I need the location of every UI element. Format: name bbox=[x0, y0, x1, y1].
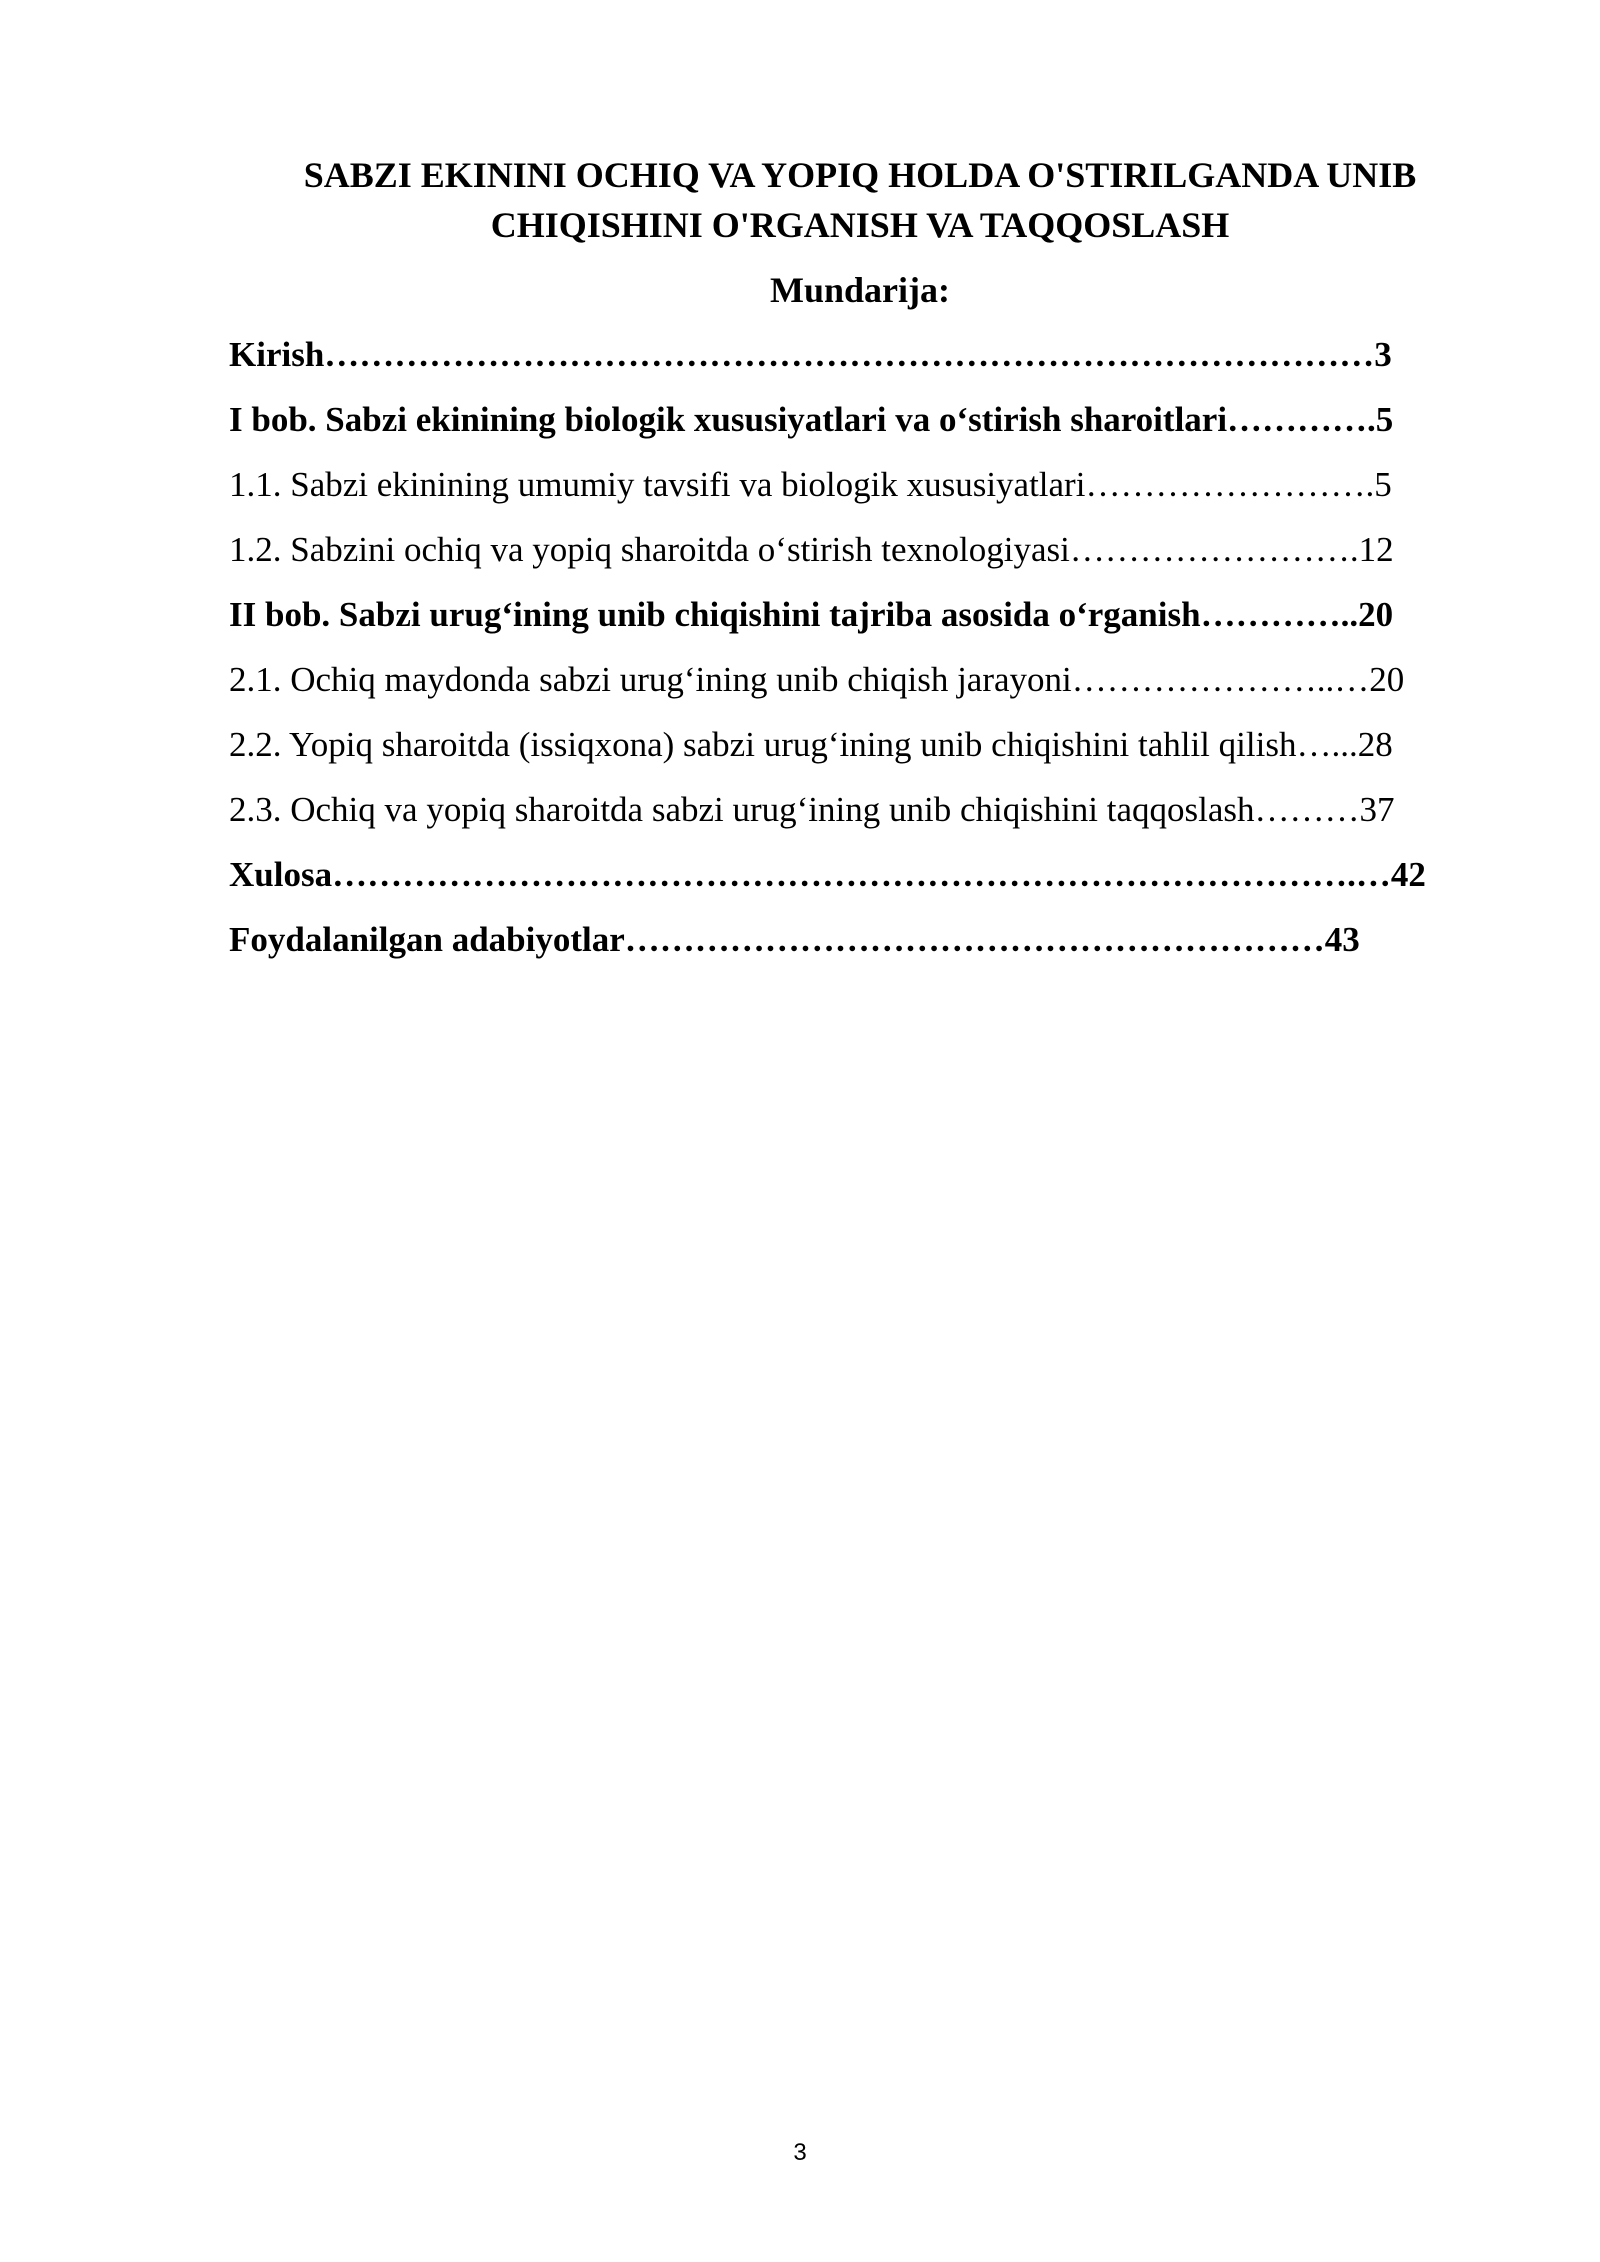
toc-entry-text: 1.2. Sabzini ochiq va yopiq sharoitda o‘stirish texnologiyasi…………………….12 bbox=[229, 530, 1394, 569]
document-title bbox=[200, 150, 1520, 250]
toc-entry bbox=[229, 330, 1491, 395]
toc-heading: Mundarija: bbox=[770, 270, 950, 310]
toc-entry-text: II bob. Sabzi urug‘ining unib chiqishini tajriba asosida o‘rganish…………..20 bbox=[229, 595, 1394, 634]
toc-entry bbox=[229, 785, 1491, 850]
toc-entry-text: 2.3. Ochiq va yopiq sharoitda sabzi urug‘ining unib chiqishini taqqoslash………37 bbox=[229, 790, 1395, 829]
toc-entry-text: Foydalanilgan adabiyotlar……………………………………………………43 bbox=[229, 920, 1360, 959]
toc-entry-text: Kirish………………………………………………………………………………3 bbox=[229, 335, 1392, 374]
toc-entry bbox=[229, 655, 1491, 720]
toc-entry bbox=[229, 460, 1491, 525]
toc-entry bbox=[229, 850, 1491, 915]
toc-entry bbox=[229, 915, 1491, 980]
document-title-line-1: SABZI EKININI OCHIQ VA YOPIQ HOLDA O'STIRILGANDA UNIB bbox=[303, 155, 1417, 195]
toc-entry bbox=[229, 525, 1491, 590]
document-title-line-2: CHIQISHINI O'RGANISH VA TAQQOSLASH bbox=[490, 205, 1230, 245]
toc-entry bbox=[229, 590, 1491, 655]
table-of-contents bbox=[229, 330, 1491, 980]
page-number: 3 bbox=[793, 2139, 807, 2166]
toc-entry-text: I bob. Sabzi ekinining biologik xususiyatlari va o‘stirish sharoitlari………….5 bbox=[229, 400, 1394, 439]
toc-entry-text: 2.2. Yopiq sharoitda (issiqxona) sabzi urug‘ining unib chiqishini tahlil qilish…...28 bbox=[229, 725, 1393, 764]
toc-entry bbox=[229, 395, 1491, 460]
toc-entry-text: Xulosa…………………………………………………………………………….…42 bbox=[229, 855, 1426, 894]
toc-entry-text: 2.1. Ochiq maydonda sabzi urug‘ining unib chiqish jarayoni…………………..…20 bbox=[229, 660, 1405, 699]
toc-entry-text: 1.1. Sabzi ekinining umumiy tavsifi va biologik xususiyatlari…………………….5 bbox=[229, 465, 1392, 504]
toc-entry bbox=[229, 720, 1491, 785]
